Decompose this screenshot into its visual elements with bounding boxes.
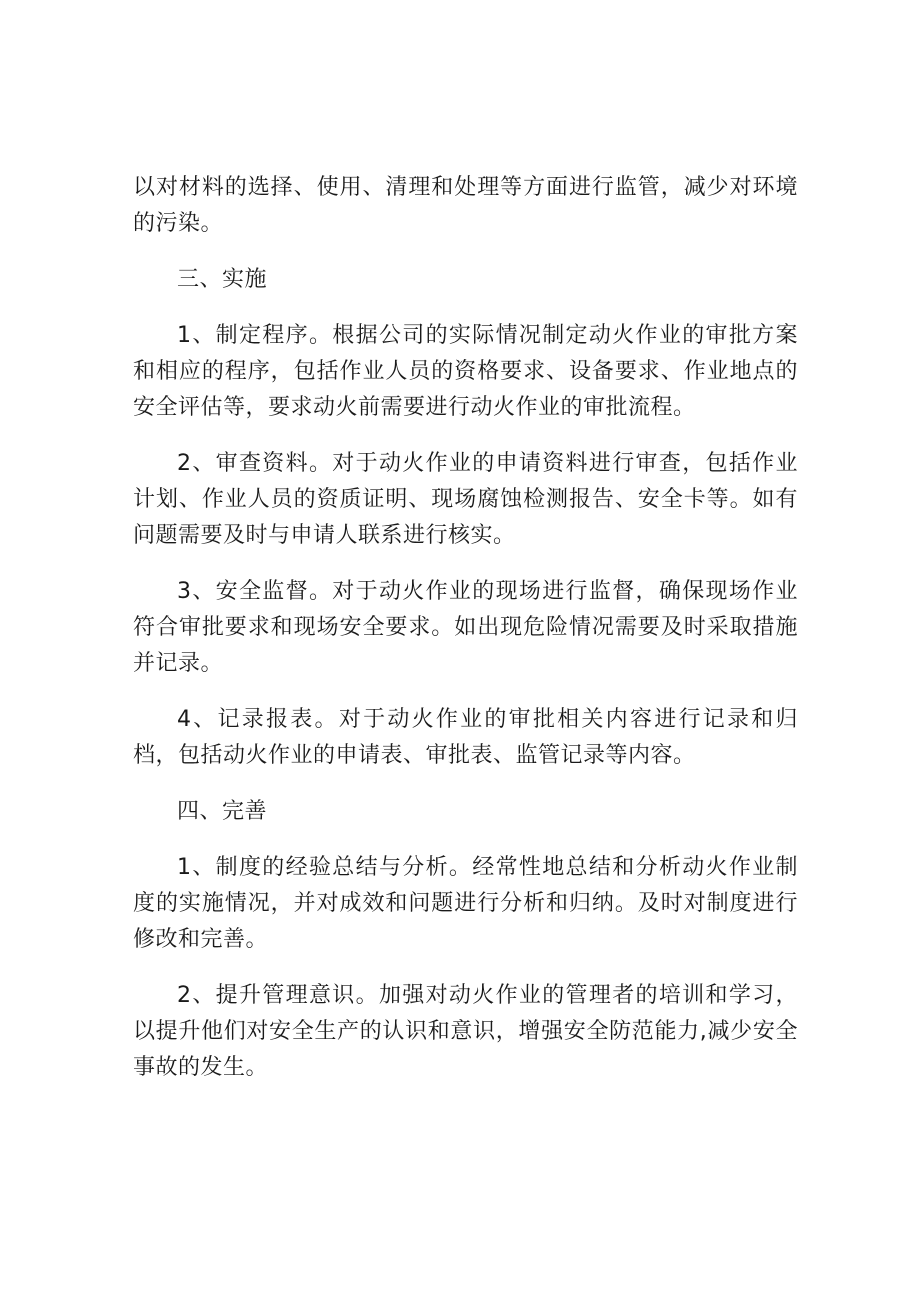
section-heading-implementation: 三、实施 bbox=[177, 267, 268, 292]
paragraph-item-1-summary: 1、制度的经验总结与分析。经常性地总结和分析动火作业制度的实施情况，并对成效和问题进行分析和归纳。及时对制度进行修改和完善。 bbox=[133, 855, 798, 952]
section-heading-improvement: 四、完善 bbox=[177, 799, 268, 824]
paragraph-item-2-awareness: 2、提升管理意识。加强对动火作业的管理者的培训和学习，以提升他们对安全生产的认识和意识，增强安全防范能力,减少安全事故的发生。 bbox=[133, 983, 798, 1080]
paragraph-item-2-review: 2、审查资料。对于动火作业的申请资料进行审查，包括作业计划、作业人员的资质证明、现场腐蚀检测报告、安全卡等。如有问题需要及时与申请人联系进行核实。 bbox=[133, 451, 798, 548]
paragraph-continuation: 以对材料的选择、使用、清理和处理等方面进行监管，减少对环境的污染。 bbox=[133, 175, 798, 236]
paragraph-item-4-records: 4、记录报表。对于动火作业的审批相关内容进行记录和归档，包括动火作业的申请表、审批表、监管记录等内容。 bbox=[133, 707, 798, 768]
paragraph-item-1-procedure: 1、制定程序。根据公司的实际情况制定动火作业的审批方案和相应的程序，包括作业人员的资格要求、设备要求、作业地点的安全评估等，要求动火前需要进行动火作业的审批流程。 bbox=[133, 323, 798, 420]
paragraph-item-3-supervision: 3、安全监督。对于动火作业的现场进行监督，确保现场作业符合审批要求和现场安全要求。如出现危险情况需要及时采取措施并记录。 bbox=[133, 579, 798, 676]
document-body bbox=[133, 170, 798, 1106]
